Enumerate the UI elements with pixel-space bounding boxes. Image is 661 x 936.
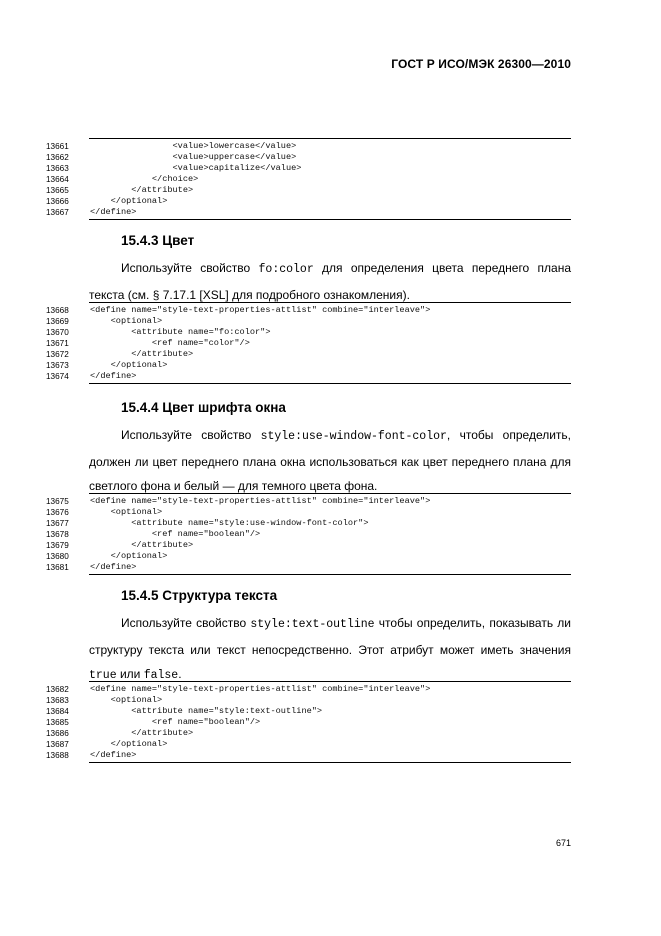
code-line	[0, 152, 661, 163]
code-text: </optional>	[90, 551, 168, 561]
line-number: 13682	[46, 685, 69, 694]
code-line	[0, 507, 661, 518]
code-text: <ref name="color"/>	[90, 338, 250, 348]
code-text: <optional>	[90, 316, 163, 326]
code-line	[0, 684, 661, 695]
code-line	[0, 496, 661, 507]
line-number: 13675	[46, 497, 69, 506]
section-heading-15-4-5: 15.4.5 Структура текста	[121, 588, 278, 603]
code-text: </attribute>	[90, 540, 194, 550]
line-number: 13688	[46, 751, 69, 760]
code-text: </define>	[90, 562, 137, 572]
line-number: 13673	[46, 361, 69, 370]
code-line	[0, 540, 661, 551]
line-number: 13669	[46, 317, 69, 326]
code-text: <optional>	[90, 695, 163, 705]
line-number: 13671	[46, 339, 69, 348]
paragraph-15-4-5	[89, 611, 571, 689]
paragraph-text: для определения цвета переднего плана текста (см. § 7.17.1 [XSL] для подробного ознакомления).	[89, 261, 571, 302]
code-line	[0, 518, 661, 529]
line-number: 13681	[46, 563, 69, 572]
line-number: 13668	[46, 306, 69, 315]
line-number: 13664	[46, 175, 69, 184]
code-line	[0, 327, 661, 338]
paragraph-text: или	[116, 667, 144, 681]
line-number: 13685	[46, 718, 69, 727]
code-line	[0, 695, 661, 706]
document-header: ГОСТ Р ИСО/МЭК 26300—2010	[391, 57, 571, 71]
code-block-top-rule	[89, 138, 571, 139]
paragraph-text: чтобы определить, показывать ли структуру текста или текст непосредственно. Этот атрибут может иметь значения	[89, 616, 571, 657]
code-text: <define name="style-text-properties-attlist" combine="interleave">	[90, 496, 431, 506]
code-text: </optional>	[90, 739, 168, 749]
line-number: 13677	[46, 519, 69, 528]
code-text: </attribute>	[90, 349, 194, 359]
code-text: <define name="style-text-properties-attlist" combine="interleave">	[90, 684, 431, 694]
line-number: 13661	[46, 142, 69, 151]
code-block-top-rule	[89, 302, 571, 303]
code-line	[0, 207, 661, 218]
code-text: <attribute name="fo:color">	[90, 327, 271, 337]
code-line	[0, 185, 661, 196]
code-line	[0, 750, 661, 761]
code-text: </optional>	[90, 360, 168, 370]
code-line	[0, 196, 661, 207]
code-text: </define>	[90, 207, 137, 217]
code-text: <value>capitalize</value>	[90, 163, 302, 173]
line-number: 13667	[46, 208, 69, 217]
code-text: <attribute name="style:text-outline">	[90, 706, 323, 716]
code-line	[0, 551, 661, 562]
code-line	[0, 739, 661, 750]
code-block-bottom-rule	[89, 762, 571, 763]
paragraph-text: Используйте свойство	[121, 428, 261, 442]
line-number: 13674	[46, 372, 69, 381]
line-number: 13678	[46, 530, 69, 539]
code-line	[0, 562, 661, 573]
page-number: 671	[555, 838, 571, 848]
code-text: <ref name="boolean"/>	[90, 717, 261, 727]
section-heading-15-4-4: 15.4.4 Цвет шрифта окна	[121, 400, 286, 415]
line-number: 13687	[46, 740, 69, 749]
code-block-top-rule	[89, 681, 571, 682]
paragraph-text: Используйте свойство	[121, 261, 259, 275]
line-number: 13666	[46, 197, 69, 206]
code-text: </define>	[90, 371, 137, 381]
code-text: <optional>	[90, 507, 163, 517]
code-text: <define name="style-text-properties-attlist" combine="interleave">	[90, 305, 431, 315]
code-text: </define>	[90, 750, 137, 760]
line-number: 13679	[46, 541, 69, 550]
inline-code: fo:color	[258, 263, 314, 276]
code-line	[0, 141, 661, 152]
line-number: 13684	[46, 707, 69, 716]
code-block-top-rule	[89, 493, 571, 494]
code-line	[0, 305, 661, 316]
code-text: <value>lowercase</value>	[90, 141, 297, 151]
paragraph-text: Используйте свойство	[121, 616, 251, 630]
code-line	[0, 338, 661, 349]
inline-code: style:text-outline	[250, 618, 375, 631]
paragraph-text: .	[178, 667, 182, 681]
code-text: </choice>	[90, 174, 199, 184]
line-number: 13686	[46, 729, 69, 738]
section-heading-15-4-3: 15.4.3 Цвет	[121, 233, 195, 248]
code-text: <ref name="boolean"/>	[90, 529, 261, 539]
code-text: </optional>	[90, 196, 168, 206]
line-number: 13672	[46, 350, 69, 359]
code-line	[0, 371, 661, 382]
line-number: 13670	[46, 328, 69, 337]
code-block-bottom-rule	[89, 219, 571, 220]
inline-code: true	[89, 669, 117, 682]
line-number: 13663	[46, 164, 69, 173]
code-text: </attribute>	[90, 185, 194, 195]
line-number: 13665	[46, 186, 69, 195]
code-line	[0, 717, 661, 728]
code-line	[0, 360, 661, 371]
code-line	[0, 349, 661, 360]
code-text: <value>uppercase</value>	[90, 152, 297, 162]
paragraph-15-4-4	[89, 423, 571, 499]
inline-code: style:use-window-font-color	[260, 430, 447, 443]
paragraph-15-4-3	[89, 256, 571, 307]
code-line	[0, 163, 661, 174]
code-line	[0, 728, 661, 739]
code-block-bottom-rule	[89, 383, 571, 384]
line-number: 13680	[46, 552, 69, 561]
code-text: </attribute>	[90, 728, 194, 738]
code-text: <attribute name="style:use-window-font-color">	[90, 518, 369, 528]
line-number: 13662	[46, 153, 69, 162]
code-line	[0, 174, 661, 185]
code-line	[0, 706, 661, 717]
inline-code: false	[143, 669, 179, 682]
paragraph-text: , чтобы определить, должен ли цвет переднего плана окна использоваться как цвет переднего плана для светлого фона и белый — для темного цвета фона.	[89, 428, 572, 493]
line-number: 13676	[46, 508, 69, 517]
line-number: 13683	[46, 696, 69, 705]
code-block-bottom-rule	[89, 574, 571, 575]
code-line	[0, 316, 661, 327]
code-line	[0, 529, 661, 540]
